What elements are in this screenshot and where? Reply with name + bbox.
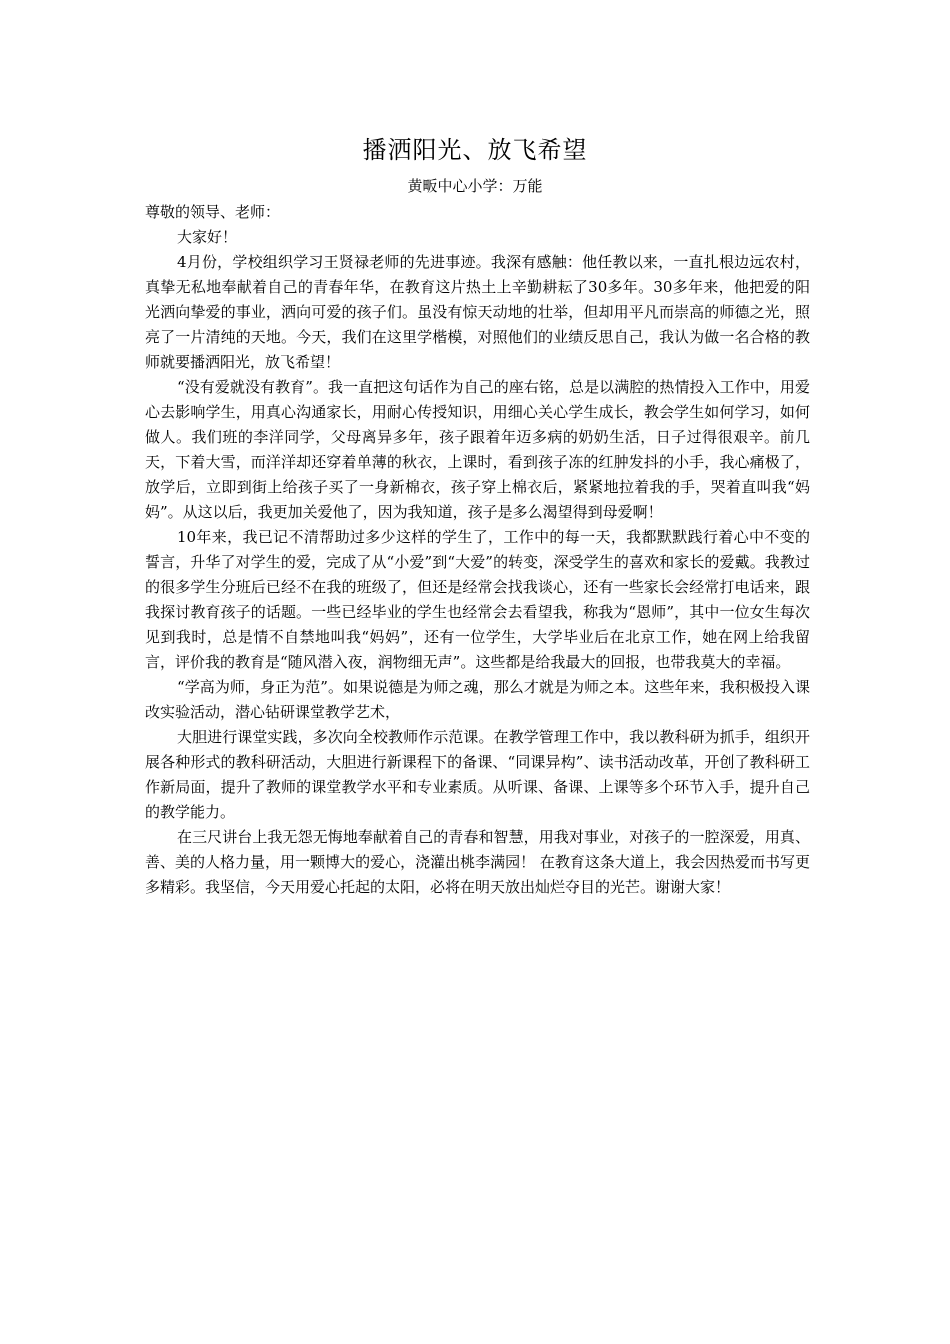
paragraph: “学高为师，身正为范”。如果说德是为师之魂，那么才就是为师之本。这些年来，我积极投入课改实验活动，潜心钻研课堂教学艺术， (145, 678, 810, 721)
greeting: 大家好！ (177, 228, 238, 246)
salutation: 尊敬的领导、老师： (145, 203, 281, 221)
paragraph: 10年来，我已记不清帮助过多少这样的学生了，工作中的每一天，我都默默践行着心中不变的誓言，升华了对学生的爱，完成了从“小爱”到“大爱”的转变，深受学生的喜欢和家长的爱戴。我教过的很多学生分班后已经不在我的班级了，但还是经常会找我谈心，还有一些家长会经常打电话来，跟我探讨教育孩子的话题。一些已经毕业的学生也经常会去看望我，称我为“恩师”，其中一位女生每次见到我时，总是情不自禁地叫我“妈妈”，还有一位学生，大学毕业后在北京工作，她在网上给我留言，评价我的教育是“随风潜入夜，润物细无声”。这些都是给我最大的回报，也带我莫大的幸福。 (145, 528, 810, 671)
paragraph: “没有爱就没有教育”。我一直把这句话作为自己的座右铭，总是以满腔的热情投入工作中，用爱心去影响学生，用真心沟通家长，用耐心传授知识，用细心关心学生成长，教会学生如何学习，如何做人。我们班的李洋同学，父母离异多年，孩子跟着年迈多病的奶奶生活，日子过得很艰辛。前几天，下着大雪，而洋洋却还穿着单薄的秋衣，上课时，看到孩子冻的红肿发抖的小手，我心痛极了，放学后，立即到街上给孩子买了一身新棉衣，孩子穿上棉衣后，紧紧地拉着我的手，哭着直叫我“妈妈”。从这以后，我更加关爱他了，因为我知道，孩子是多么渴望得到母爱啊！ (145, 378, 810, 521)
document-title: 播洒阳光、放飞希望 (362, 136, 588, 164)
paragraph: 在三尺讲台上我无怨无悔地奉献着自己的青春和智慧，用我对事业，对孩子的一腔深爱，用真、善、美的人格力量，用一颗博大的爱心，浇灌出桃李满园！ 在教育这条大道上，我会因热爱而书写更多精彩。我坚信，今天用爱心托起的太阳，必将在明天放出灿烂夺目的光芒。谢谢大家！ (145, 828, 810, 896)
document-author: 黄畈中心小学：万能 (407, 177, 543, 195)
document-body (145, 200, 810, 900)
paragraph: 大胆进行课堂实践，多次向全校教师作示范课。在教学管理工作中，我以教科研为抓手，组织开展各种形式的教科研活动，大胆进行新课程下的备课、“同课异构”、读书活动改革，开创了教科研工作新局面，提升了教师的课堂教学水平和专业素质。从听课、备课、上课等多个环节入手，提升自己的教学能力。 (145, 728, 810, 821)
paragraph: 4月份，学校组织学习王贤禄老师的先进事迹。我深有感触：他任教以来，一直扎根边远农村，真挚无私地奉献着自己的青春年华，在教育这片热土上辛勤耕耘了30多年。30多年来，他把爱的阳光洒向挚爱的事业，洒向可爱的孩子们。虽没有惊天动地的壮举，但却用平凡而崇高的师德之光，照亮了一片清纯的天地。今天，我们在这里学楷模，对照他们的业绩反思自己，我认为做一名合格的教师就要播洒阳光，放飞希望！ (145, 253, 810, 371)
